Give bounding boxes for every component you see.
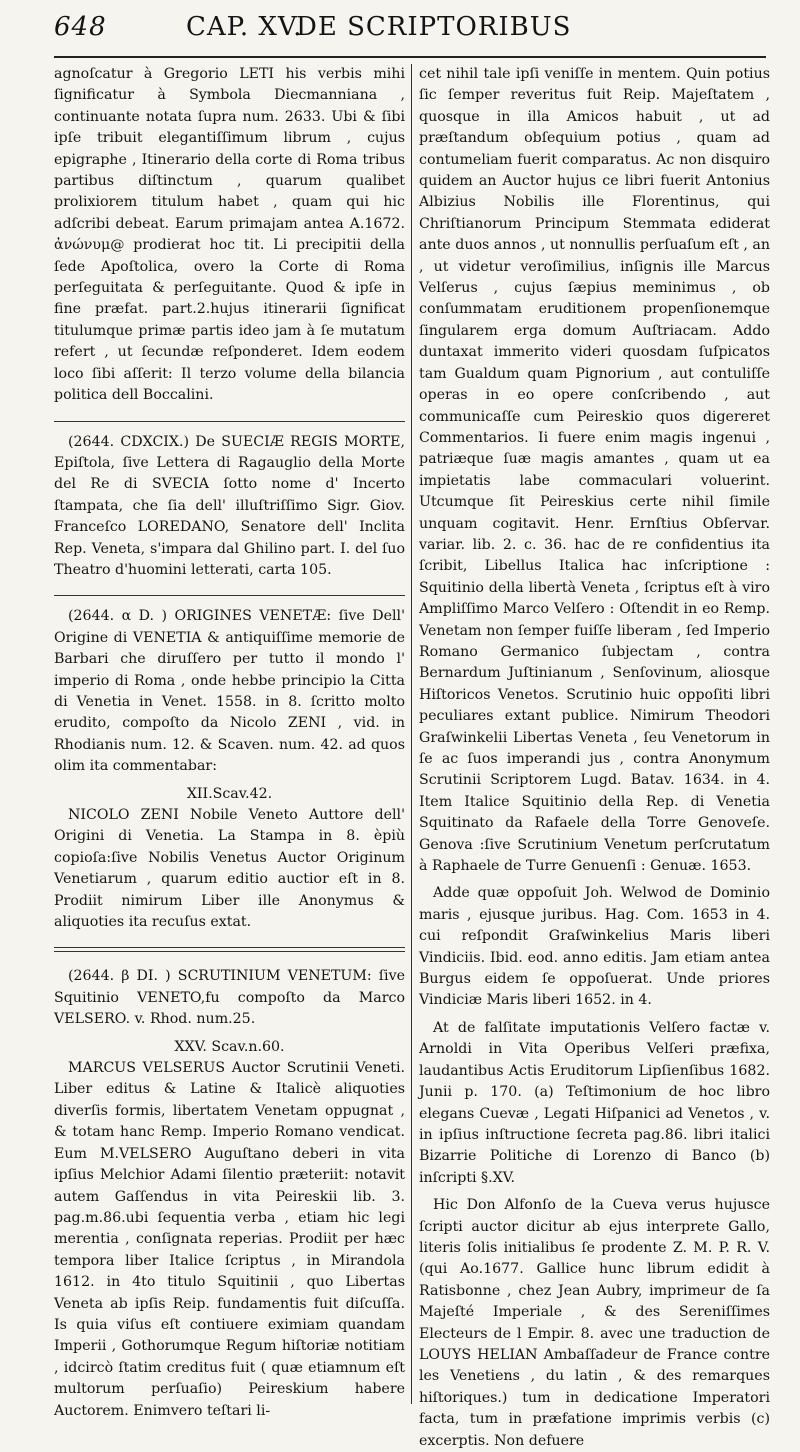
- paragraph-falsitate: At de falſitate imputationis Velſero factæ v. Arnoldi in Vita Operibus Velſeri præfixa, laudantibus Actis Eruditorum Lipſienſibus 1682. Junii p. 170. (a) Teſtimonium de hoc libro elegans Cuevæ , Legati Hiſpanici ad Venetos , v. in ipſius inſtructione ſecreta pag.86. libri italici Bizarrie Politiche di Lorenzo di Banco (b) inſcripti §.XV.: [419, 1019, 770, 1186]
- paragraph-continuation: cet nihil tale ipſi veniſſe in mentem. Quin potius ſic ſemper reveritus fuit Reip. Majeſtatem , quosque in illa Amicos habuit , ut ad præſtandum obſequium potius , quam ad contumeliam fuerit comparatus. Ac non disquiro quidem an Auctor hujus ce libri fuerit Antonius Albizius Nobilis ille Florentinus, qui Chriſtianorum Principum Stemmata ediderat ante duos annos , ut nonnullis perſuaſum eſt , an , ut videtur veroſimilius, inſignis ille Marcus Velſerus , cujus ſæpius meminimus , ob conſummatam eruditionem propenſionemque ſingularem erga domum Auſtriacam. Addo duntaxat immerito videri quosdam ſuſpicatos tam Gualdum quam Pignorium , aut contuliſſe operas in eo opere conſcribendo , aut communicaſſe cum Peireskio quos digereret Commentarios. Ii fuere enim magis ingenui , patriæque ſuæ magis amantes , quam ut ea impietatis labe commaculari voluerint. Utcumque ſit Peireskius certe nihil ſimile unquam cogitavit. Henr. Ernſtius Obſervar. variar. lib. 2. c. 36. hac de re confidentius ita ſcribit, Libellus Italica hac inſcriptione : Squitinio della libertà Veneta , ſcriptus eſt à viro Ampliſſimo Marco Velſero : Oſtendit in eo Remp. Venetam non ſemper fuiſſe liberam , ſed Imperio Romano Germanico ſubjectam , contra Bernardum Juſtinianum , Senſovinum, aliosque Hiſtoricos Venetos. Scrutinio huic oppoſiti libri peculiares extant publice. Nimirum Theodori Graſwinkelii Libertas Veneta , ſeu Venetorum in ſe ac ſuos imperandi jus , contra Anonymum Scrutinii Scriptorem Lugd. Batav. 1634. in 4. Item Italice Squitinio della Rep. di Venetia Squitinato da Rafaele della Torre Genoveſe. Genova :ſive Scrutinium Venetum perſcrutatum à Raphaele de Turre Genuenſi : Genuæ. 1653.: [419, 66, 770, 875]
- velserus-entry: MARCUS VELSERUS Auctor Scrutinii Veneti. Liber editus & Latine & Italicè aliquoties diverſis formis, libertatem Venetam oppugnat , & totam hanc Remp. Imperio Romano vendicat. Eum M.VELSERO Auguſtano deberi in vita ipſius Melchior Adami ſilentio præteriit: notavit autem Gaſſendus in vita Peireskii lib. 3. pag.m.86.ubi ſequentia verba , etiam hic legi merentia , conſignata reperias. Prodiit per hæc tempora liber Italice ſcriptus , in Mirandola 1612. in 4to titulo Squitinii , quo Libertas Veneta ab ipſis Reip. fundamentis fuit diſcuſſa. Is quia viſus eſt contiuere eximiam quandam Imperii , Gothorumque Regum hiſtoriæ notitiam , idcircò ſtatim creditus fuit ( quæ etiamnum eſt multorum perſuaſio) Peireskium habere Auctorem. Enimvero teſtari li-: [54, 1060, 405, 1419]
- section-divider: [54, 595, 405, 596]
- page-number: 648: [54, 12, 107, 42]
- column-divider: [411, 64, 412, 1404]
- entry-2644-alpha: (2644. α D. ) ORIGINES VENETÆ: ſive Dell' Origine di VENETIA & antiquiſſime memorie de Barbari che diruſſero per tutto il mondo l' imperio di Roma , onde hebbe principio la Citta di Venetia in Venet. 1558. in 8. ſcritto molto erudito, compoſto da Nicolo ZENI , vid. in Rhodianis num. 12. & Scaven. num. 42. ad quos olim ita commentabar:: [54, 608, 405, 775]
- paragraph-leti: agnoſcatur à Gregorio LETI his verbis mihi ſignificatur à Symbola Diecmanniana , continuante notata ſupra num. 2633. Ubi & ſibi ipſe tribuit elegantiſſimum librum , cujus epigraphe , Itinerario della corte di Roma tribus partibus diſtinctum , quarum qualibet prolixiorem titulum habet , quam qui hic adſcribi debeat. Earum primajam antea A.1672. ἀνώνυμ@ prodierat hoc tit. Li precipitii della ſede Apoſtolica, overo la Corte di Roma perſeguitata & perſeguitante. Quod & ipſe in fine præfat. part.2.hujus itinerarii ſignificat titulumque primæ partis ideo jam à ſe mutatum refert , ut ſecundæ reſponderet. Idem eodem loco ſibi aſſerit: Il terzo volume della bilancia politica dell Boccalini.: [54, 66, 405, 404]
- scaven-ref: XII.Scav.42.: [186, 785, 273, 802]
- entry-2644: (2644. CDXCIX.) De SUECIÆ REGIS MORTE, Epiſtola, ſive Lettera di Ragauglio della Morte del Re di SVECIA ſotto nome d' Incerto ſtampata, che ſia dell' illuſtriſſimo Sigr. Giov. Franceſco LOREDANO, Senatore dell' Inclita Rep. Veneta, s'impara dal Ghilino part. I. del ſuo Theatro d'huomini letterati, carta 105.: [54, 433, 405, 578]
- entry-2644-beta: (2644. β DI. ) SCRUTINIUM VENETUM: ſive Squitinio VENETO,fu compoſto da Marco VELSERO. v. Rhod. num.25.: [54, 968, 405, 1028]
- right-column: [419, 64, 770, 1449]
- paragraph-welwod: Adde quæ oppoſuit Joh. Welwod de Dominio maris , ejusque juribus. Hag. Com. 1653 in 4. cui reſpondit Graſwinkelius Maris liberi Vindiciis. Ibid. eod. anno editis. Jam etiam antea Burgus eidem ſe oppoſuerat. Unde priores Vindiciæ Maris liberi 1652. in 4.: [419, 885, 770, 1009]
- running-title: DE SCRIPTORIBUS: [296, 12, 572, 42]
- paragraph-cueva: Hic Don Alfonſo de la Cueva verus hujusce ſcripti auctor dicitur ab ejus interprete Gallo, literis ſolis initialibus ſe prodente Z. M. P. R. V. (qui Ao.1677. Gallice hunc librum edidit à Ratisbonne , chez Jean Aubry, imprimeur de ſa Majeſté Imperiale , & des Sereniſſimes Electeurs de l Empir. 8. avec une traduction de LOUYS HELIAN Ambaſſadeur de France contre les Venetiens , du latin , & des remarques hiſtoriques.) tum in dedicatione Imperatori facta, tum in præfatione imprimis verbis (c) excerptis. Non defuere: [419, 1197, 770, 1449]
- running-header: [54, 0, 766, 58]
- double-rule: [54, 947, 405, 952]
- scaven-ref-2: XXV. Scav.n.60.: [174, 1038, 285, 1055]
- chapter-label: CAP. XV.: [186, 12, 303, 42]
- two-column-body: [54, 64, 770, 1449]
- section-divider: [54, 421, 405, 422]
- left-column: [54, 64, 405, 1419]
- zeni-entry: NICOLO ZENI Nobile Veneto Auttore dell' Origini di Venetia. La Stampa in 8. èpiù copioſa:ſive Nobilis Venetus Auctor Originum Venetiarum , quarum editio auctior eſt in 8. Prodiit nimirum Liber ille Anonymus & aliquoties ita recuſus extat.: [54, 807, 405, 931]
